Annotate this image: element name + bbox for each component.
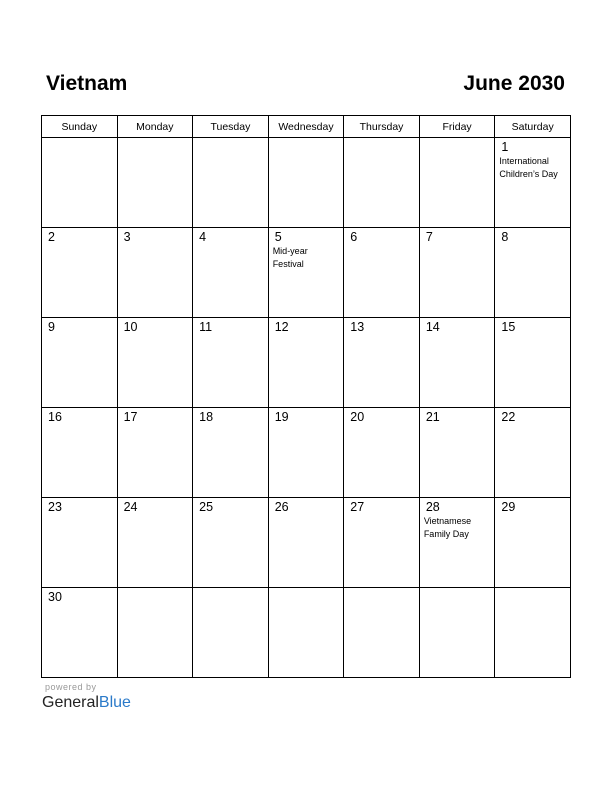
day-cell — [117, 408, 193, 498]
holiday-label: International Children’s Day — [499, 156, 558, 179]
weekday-tuesday: Tuesday — [193, 116, 269, 138]
day-cell — [268, 588, 344, 678]
day-number: 22 — [501, 410, 516, 424]
holiday-label: Mid-year Festival — [272, 246, 308, 269]
day-cell — [193, 498, 269, 588]
day-number: 20 — [350, 410, 365, 424]
day-cell — [117, 138, 193, 228]
weekday-wednesday: Wednesday — [268, 116, 344, 138]
day-cell — [42, 318, 118, 408]
day-cell — [495, 408, 571, 498]
day-number: 29 — [501, 500, 516, 514]
day-cell — [193, 408, 269, 498]
day-number: 5 — [274, 230, 282, 244]
week-row — [42, 318, 571, 408]
day-number: 6 — [350, 230, 358, 244]
day-number: 14 — [425, 320, 440, 334]
day-cell — [419, 318, 495, 408]
day-number: 1 — [501, 140, 509, 154]
day-number: 17 — [123, 410, 138, 424]
day-cell — [42, 408, 118, 498]
day-cell — [495, 498, 571, 588]
day-cell — [495, 318, 571, 408]
day-cell — [495, 588, 571, 678]
weekday-sunday: Sunday — [42, 116, 118, 138]
day-cell — [117, 228, 193, 318]
week-row — [42, 138, 571, 228]
day-cell — [268, 228, 344, 318]
day-cell — [344, 138, 420, 228]
weekday-saturday: Saturday — [495, 116, 571, 138]
week-row — [42, 228, 571, 318]
day-cell — [193, 228, 269, 318]
powered-by-text: powered by — [45, 682, 97, 692]
calendar-header — [46, 70, 565, 98]
day-number: 18 — [199, 410, 214, 424]
day-cell — [117, 498, 193, 588]
day-cell — [419, 408, 495, 498]
day-number: 24 — [123, 500, 138, 514]
day-cell — [419, 138, 495, 228]
day-cell — [268, 498, 344, 588]
weekday-monday: Monday — [117, 116, 193, 138]
day-cell — [495, 138, 571, 228]
day-number: 15 — [501, 320, 516, 334]
day-number: 13 — [350, 320, 365, 334]
holiday-label: Vietnamese Family Day — [423, 516, 472, 539]
day-cell — [268, 318, 344, 408]
day-number: 21 — [425, 410, 440, 424]
day-number: 27 — [350, 500, 365, 514]
day-cell — [268, 138, 344, 228]
day-cell — [42, 228, 118, 318]
day-number: 3 — [123, 230, 131, 244]
day-number: 23 — [48, 500, 62, 514]
day-number: 28 — [425, 500, 440, 514]
day-number: 26 — [274, 500, 289, 514]
day-number: 8 — [501, 230, 509, 244]
day-number: 7 — [425, 230, 433, 244]
weekday-friday: Friday — [419, 116, 495, 138]
day-number: 25 — [199, 500, 214, 514]
day-cell — [42, 498, 118, 588]
day-cell — [495, 228, 571, 318]
day-cell — [419, 228, 495, 318]
country-title: Vietnam — [46, 72, 128, 95]
day-cell — [344, 318, 420, 408]
day-cell — [193, 588, 269, 678]
day-cell — [419, 498, 495, 588]
day-number: 30 — [48, 590, 62, 604]
month-year-title: June 2030 — [463, 72, 565, 95]
day-cell — [193, 318, 269, 408]
weekday-thursday: Thursday — [344, 116, 420, 138]
day-cell — [344, 408, 420, 498]
week-row — [42, 408, 571, 498]
day-cell — [42, 138, 118, 228]
day-cell — [419, 588, 495, 678]
day-number: 11 — [199, 320, 213, 334]
brand-general: General — [42, 694, 99, 711]
day-cell — [344, 498, 420, 588]
day-cell — [268, 408, 344, 498]
week-row — [42, 498, 571, 588]
day-number: 10 — [123, 320, 138, 334]
day-cell — [42, 588, 118, 678]
day-number: 4 — [199, 230, 207, 244]
day-number: 19 — [274, 410, 289, 424]
day-cell — [117, 318, 193, 408]
calendar-grid — [41, 115, 571, 678]
day-number: 2 — [48, 230, 55, 244]
day-number: 12 — [274, 320, 289, 334]
day-cell — [344, 588, 420, 678]
weekday-header-row — [42, 116, 571, 138]
day-number: 9 — [48, 320, 55, 334]
day-number: 16 — [48, 410, 62, 424]
week-row — [42, 588, 571, 678]
brand-blue: Blue — [98, 694, 131, 711]
generalblue-logo[interactable] — [42, 694, 131, 712]
day-cell — [193, 138, 269, 228]
day-cell — [344, 228, 420, 318]
day-cell — [117, 588, 193, 678]
